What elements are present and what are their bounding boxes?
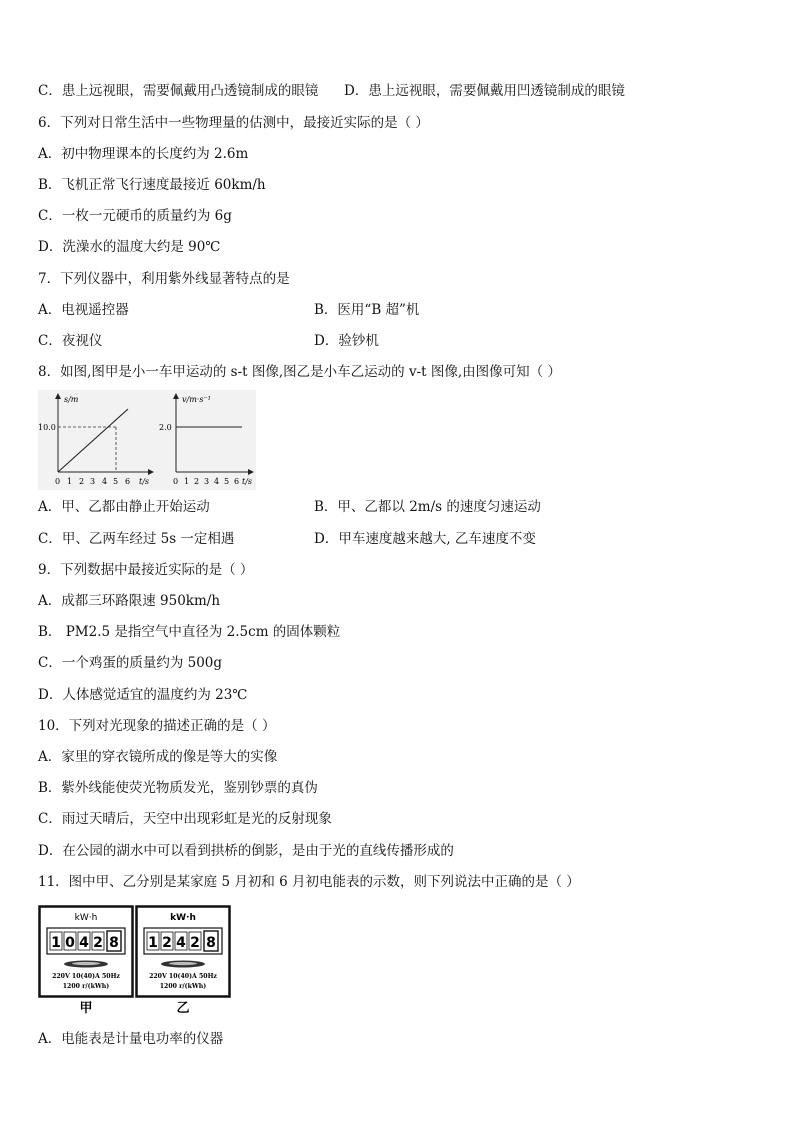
meter-unit: kW·h	[74, 913, 98, 923]
q11-stem: 11．图中甲、乙分别是某家庭 5 月初和 6 月初电能表的示数，则下列说法中正确的是（ ）	[38, 874, 580, 890]
st-xtick-3: 3	[90, 477, 96, 486]
st-xtick-4: 4	[102, 477, 108, 486]
st-xtick-6: 6	[125, 477, 131, 486]
q7-option-a: A．电视遥控器	[38, 302, 129, 318]
q6-option-a: A．初中物理课本的长度约为 2.6m	[38, 146, 249, 162]
q10-option-d: D．在公园的湖水中可以看到拱桥的倒影，是由于光的直线传播形成的	[38, 843, 454, 859]
q5-option-d: D．患上远视眼，需要佩戴用凹透镜制成的眼镜	[344, 83, 625, 99]
vt-xtick-0: 0	[173, 477, 179, 486]
meter-digit-5: 8	[109, 935, 119, 951]
meter-spec: 220V 10(40)A 50Hz	[149, 973, 217, 980]
st-xtick-0: 0	[55, 477, 61, 486]
meter-digit-4: 2	[93, 935, 103, 951]
vt-xlabel: t/s	[242, 477, 253, 486]
meter-digit-3: 4	[176, 935, 186, 951]
vt-xtick-4: 4	[214, 477, 220, 486]
q11-option-a: A．电能表是计量电功率的仪器	[38, 1031, 224, 1047]
vt-xtick-6: 6	[234, 477, 240, 486]
q7-option-d: D．验钞机	[314, 333, 379, 349]
q8-stem: 8．如图,图甲是小一车甲运动的 s-t 图像,图乙是小车乙运动的 v-t 图像,由图像可知（ ）	[38, 364, 561, 380]
vt-ytick: 2.0	[159, 423, 172, 432]
meter-digit-4: 2	[190, 935, 200, 951]
q10-stem: 10．下列对光现象的描述正确的是（ ）	[38, 718, 276, 734]
st-ytick: 10.0	[38, 423, 56, 432]
q9-option-c: C．一个鸡蛋的质量约为 500g	[38, 655, 223, 671]
meter-digit-2: 0	[65, 935, 75, 951]
meter-digit-3: 4	[79, 935, 89, 951]
vt-ylabel: v/m·s⁻¹	[182, 395, 211, 404]
q10-option-c: C．雨过天晴后，天空中出现彩虹是光的反射现象	[38, 811, 332, 827]
q9-option-d: D．人体感觉适宜的温度约为 23℃	[38, 687, 248, 703]
q8-st-graph	[38, 390, 156, 490]
q8-option-d: D．甲车速度越来越大, 乙车速度不变	[314, 531, 536, 547]
q6-stem: 6．下列对日常生活中一些物理量的估测中，最接近实际的是（ ）	[38, 115, 429, 131]
meter-digit-5: 8	[206, 935, 216, 951]
meter-rate: 1200 r/(kWh)	[62, 983, 110, 990]
q9-stem: 9．下列数据中最接近实际的是（ ）	[38, 562, 254, 578]
st-xlabel: t/s	[139, 477, 150, 486]
meter-digit-1: 1	[51, 935, 61, 951]
q6-option-c: C．一枚一元硬币的质量约为 6g	[38, 208, 232, 224]
q6-option-b: B．飞机正常飞行速度最接近 60km/h	[38, 177, 266, 193]
q7-stem: 7．下列仪器中，利用紫外线显著特点的是	[38, 271, 290, 287]
meter-digit-2: 2	[162, 935, 172, 951]
st-xtick-5: 5	[113, 477, 119, 486]
q9-option-a: A．成都三环路限速 950km/h	[38, 593, 221, 609]
meter-caption: 甲	[79, 1001, 93, 1016]
meter-unit: kW·h	[170, 913, 196, 923]
q7-option-c: C．夜视仪	[38, 333, 103, 349]
q9-option-b: B． PM2.5 是指空气中直径为 2.5cm 的固体颗粒	[38, 624, 341, 640]
vt-xtick-3: 3	[204, 477, 210, 486]
meter-spec: 220V 10(40)A 50Hz	[52, 973, 120, 980]
meter-caption: 乙	[176, 1001, 190, 1016]
q8-option-b: B．甲、乙都以 2m/s 的速度匀速运动	[314, 499, 541, 515]
q10-option-b: B．紫外线能使荧光物质发光，鉴别钞票的真伪	[38, 780, 318, 796]
st-ylabel: s/m	[64, 395, 79, 404]
vt-xtick-1: 1	[184, 477, 190, 486]
q8-option-c: C．甲、乙两车经过 5s 一定相遇	[38, 531, 235, 547]
q8-option-a: A．甲、乙都由静止开始运动	[38, 499, 210, 515]
q7-option-b: B．医用“B 超”机	[314, 302, 420, 318]
meter-jia	[38, 905, 134, 1017]
q6-option-d: D．洗澡水的温度大约是 90℃	[38, 239, 221, 255]
vt-xtick-2: 2	[194, 477, 200, 486]
meter-yi	[135, 905, 231, 1017]
q10-option-a: A．家里的穿衣镜所成的像是等大的实像	[38, 749, 278, 765]
meter-digit-1: 1	[148, 935, 158, 951]
st-xtick-1: 1	[67, 477, 73, 486]
q8-vt-graph	[156, 390, 256, 490]
vt-xtick-5: 5	[224, 477, 230, 486]
st-xtick-2: 2	[79, 477, 85, 486]
q5-option-c: C．患上远视眼，需要佩戴用凸透镜制成的眼镜	[38, 83, 319, 99]
meter-rate: 1200 r/(kWh)	[159, 983, 207, 990]
